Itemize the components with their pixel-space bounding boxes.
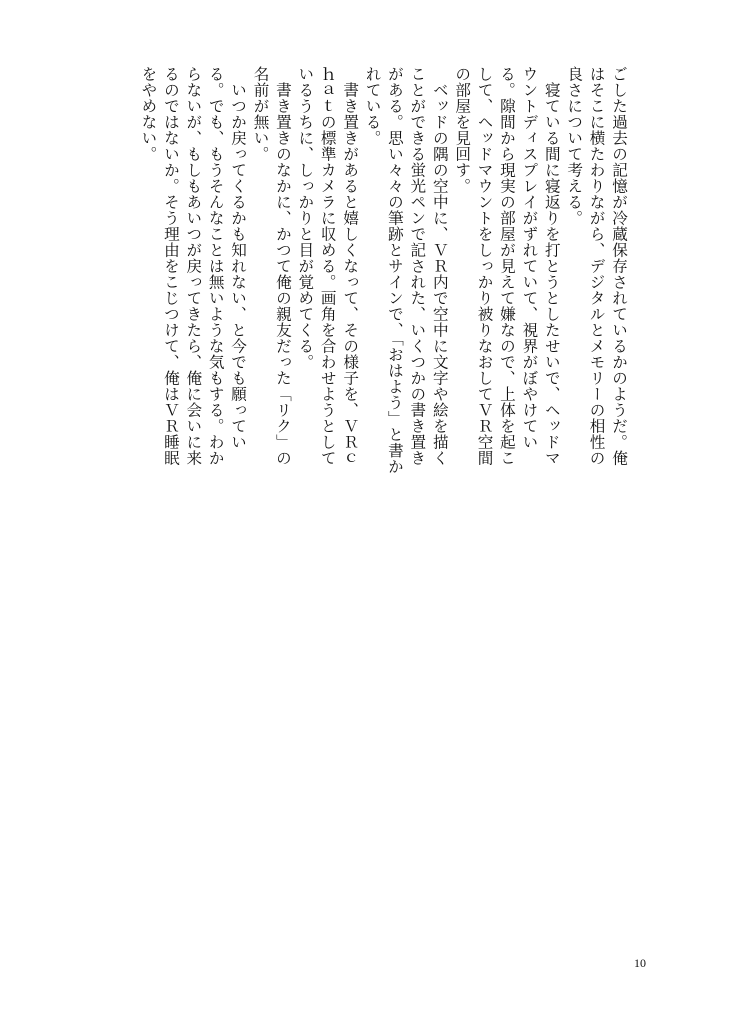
paragraph: 書き置きがあると嬉しくなって、その様子を、ＶＲｃｈａｔの標準カメラに収める。画角を合わせようとしているうちに、しっかりと目が覚めてくる。 (296, 66, 360, 466)
paragraph: 書き置きのなかに、かつて俺の親友だった「リク」の名前が無い。 (251, 66, 292, 466)
paragraph: 寝ている間に寝返りを打とうとしたせいで、ヘッドマウントディスプレイがずれていて、視界がぼやけている。隙間から現実の部屋が見えて嫌なので、上体を起こして、ヘッドマウントをしっかり被りなおしてＶＲ空間の部屋を見回す。 (453, 66, 561, 466)
paragraph: いつか戻ってくるかも知れない、と今でも願っている。でも、もうそんなことは無いような気もする。わからないが、もしもあいつが戻ってきたら、俺に会いに来るのではないか。そう理由をこじつけて、俺はＶＲ睡眠をやめない。 (139, 66, 248, 466)
paragraph: ごした過去の記憶が冷蔵保存されているかのようだ。俺はそこに横たわりながら、デジタルとメモリーの相性の良さについて考える。 (565, 66, 628, 466)
paragraph: ベッドの隅の空中に、ＶＲ内で空中に文字や絵を描くことができる蛍光ペンで記された、いくつかの書き置きがある。思い々々の筆跡とサインで、「おはよう」と書かれている。 (363, 66, 449, 475)
page-number: 10 (634, 956, 646, 970)
vertical-body-text (139, 66, 630, 476)
